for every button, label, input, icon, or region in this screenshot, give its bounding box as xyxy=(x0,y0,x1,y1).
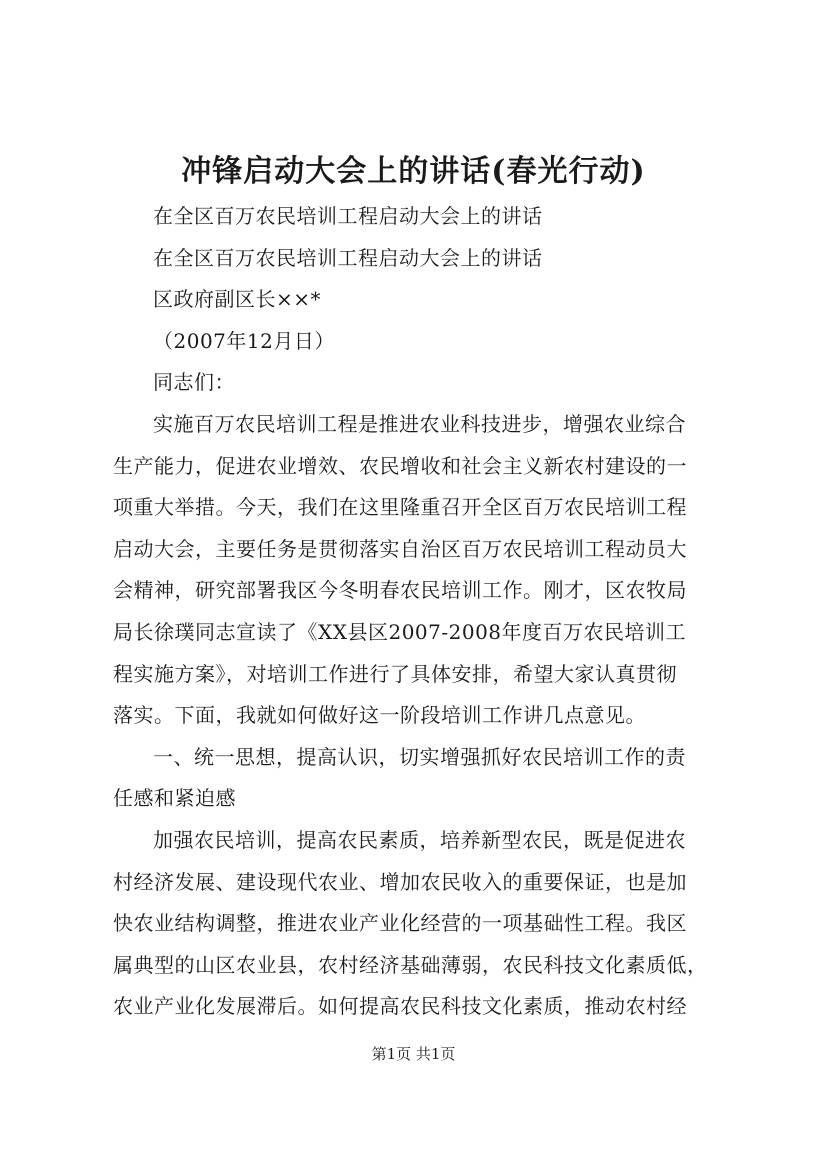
section-heading-line: 一、统一思想，提高认识，切实增强抓好农民培训工作的责 xyxy=(153,744,686,769)
paragraph-line: 村经济发展、建设现代农业、增加农民收入的重要保证，也是加 xyxy=(113,869,687,894)
subtitle-line: 在全区百万农民培训工程启动大会上的讲话 xyxy=(153,245,543,270)
paragraph-line: 启动大会，主要任务是贯彻落实自治区百万农民培训工程动员大 xyxy=(113,536,687,561)
paragraph-line: 快农业结构调整，推进农业产业化经营的一项基础性工程。我区 xyxy=(113,911,687,936)
paragraph-line: 农业产业化发展滞后。如何提高农民科技文化素质，推动农村经 xyxy=(113,994,687,1019)
document-body xyxy=(113,196,723,1028)
paragraph-line: 落实。下面，我就如何做好这一阶段培训工作讲几点意见。 xyxy=(113,703,646,728)
paragraph-line: 加强农民培训，提高农民素质，培养新型农民，既是促进农 xyxy=(153,827,686,852)
salutation-line: 同志们： xyxy=(153,370,235,395)
paragraph-line: 程实施方案》，对培训工作进行了具体安排，希望大家认真贯彻 xyxy=(113,661,677,686)
subtitle-line: 在全区百万农民培训工程启动大会上的讲话 xyxy=(153,204,543,228)
page-footer: 第1页 共1页 xyxy=(371,1045,456,1063)
paragraph-line: 生产能力，促进农业增效、农民增收和社会主义新农村建设的一 xyxy=(113,453,687,478)
section-heading-line: 任感和紧迫感 xyxy=(113,786,236,811)
paragraph-line: 局长徐璞同志宣读了《XX县区2007-2008年度百万农民培训工 xyxy=(113,619,687,644)
speaker-line: 区政府副区长××* xyxy=(153,287,322,312)
document-title: 冲锋启动大会上的讲话(春光行动) xyxy=(181,154,646,189)
paragraph-line: 会精神，研究部署我区今冬明春农民培训工作。刚才，区农牧局 xyxy=(113,578,687,603)
paragraph-line: 属典型的山区农业县，农村经济基础薄弱，农民科技文化素质低， xyxy=(113,952,708,977)
paragraph-line: 项重大举措。今天，我们在这里隆重召开全区百万农民培训工程 xyxy=(113,495,687,520)
date-line: （2007年12月日） xyxy=(153,328,335,353)
paragraph-line: 实施百万农民培训工程是推进农业科技进步，增强农业综合 xyxy=(153,411,686,436)
